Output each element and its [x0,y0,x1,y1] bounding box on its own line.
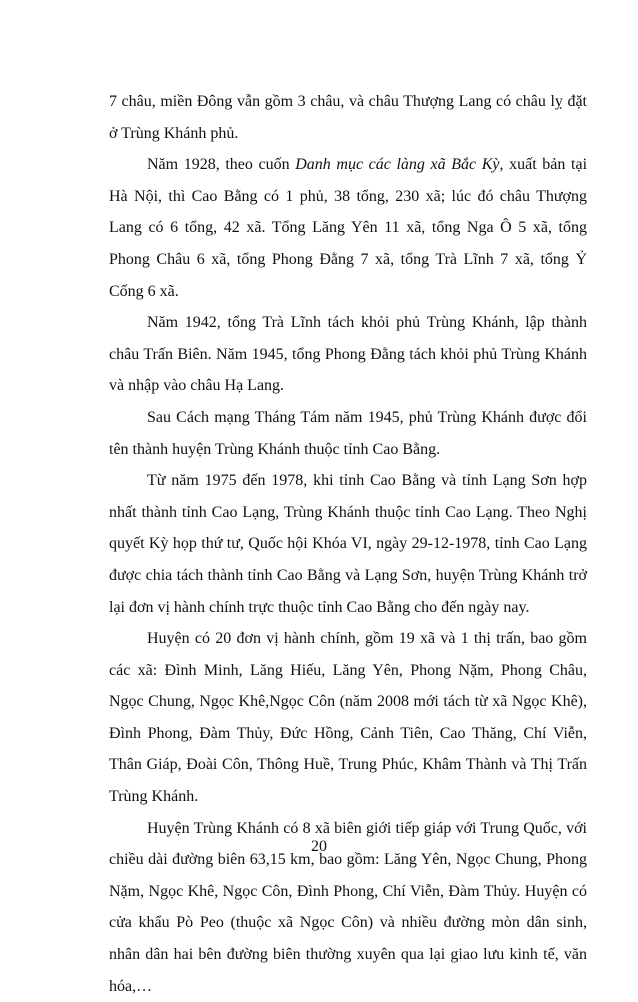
paragraph-text: Từ năm 1975 đến 1978, khi tỉnh Cao Bằng và tỉnh Lạng Sơn hợp nhất thành tỉnh Cao Lạng, Trùng Khánh thuộc tỉnh Cao Lạng. Theo Nghị quyết Kỳ họp thứ tư, Quốc hội Khóa VI, ngày 29-12-1978, tỉnh Cao Lạng được chia tách thành tỉnh Cao Bằng và Lạng Sơn, huyện Trùng Khánh trở lại đơn vị hành chính trực thuộc tỉnh Cao Bằng cho đến ngày nay. [109,472,587,616]
paragraph-text: Huyện Trùng Khánh có 8 xã biên giới tiếp giáp với Trung Quốc, với chiều dài đường biên 63,15 km, bao gồm: Lăng Yên, Ngọc Chung, Phong Nặm, Ngọc Khê, Ngọc Côn, Đình Phong, Chí Viễn, Đàm Thủy. Huyện có cửa khẩu Pò Peo (thuộc xã Ngọc Côn) và nhiều đường mòn dân sinh, nhân dân hai bên đường biên thường xuyên qua lại giao lưu kinh tế, văn hóa,… [109,819,587,995]
paragraph [109,149,587,307]
paragraph-text: , xuất bản tại Hà Nội, thì Cao Bằng có 1 phủ, 38 tổng, 230 xã; lúc đó châu Thượng Lang có 6 tổng, 42 xã. Tổng Lăng Yên 11 xã, tổng Nga Ô 5 xã, tổng Phong Châu 6 xã, tổng Phong Đằng 7 xã, tổng Trà Lĩnh 7 xã, tổng Ỷ Cống 6 xã. [109,156,588,300]
italic-title-text: Danh mục các làng xã Bắc Kỳ [295,156,500,174]
paragraph [109,86,587,149]
document-body [109,86,587,1002]
paragraph-text: Năm 1928, theo cuốn [147,156,296,174]
paragraph [109,307,587,402]
paragraph [109,402,587,465]
paragraph-text: Năm 1942, tổng Trà Lĩnh tách khỏi phủ Trùng Khánh, lập thành châu Trấn Biên. Năm 1945, tổng Phong Đằng tách khỏi phủ Trùng Khánh và nhập vào châu Hạ Lang. [109,314,587,395]
paragraph-text: Huyện có 20 đơn vị hành chính, gồm 19 xã và 1 thị trấn, bao gồm các xã: Đình Minh, Lăng Hiếu, Lăng Yên, Phong Nặm, Phong Châu, Ngọc Chung, Ngọc Khê,Ngọc Côn (năm 2008 mới tách từ xã Ngọc Khê), Đình Phong, Đàm Thủy, Đức Hồng, Cảnh Tiên, Cao Thăng, Chí Viễn, Thân Giáp, Đoài Côn, Thông Huề, Trung Phúc, Khâm Thành và Thị Trấn Trùng Khánh. [109,630,587,806]
paragraph-text: 7 châu, miền Đông vẫn gồm 3 châu, và châu Thượng Lang có châu lỵ đặt ở Trùng Khánh phủ. [109,93,587,142]
page-number: 20 [311,838,327,855]
paragraph-text: Sau Cách mạng Tháng Tám năm 1945, phủ Trùng Khánh được đổi tên thành huyện Trùng Khánh thuộc tỉnh Cao Bằng. [109,408,587,458]
paragraph [109,465,587,623]
paragraph [109,623,587,813]
